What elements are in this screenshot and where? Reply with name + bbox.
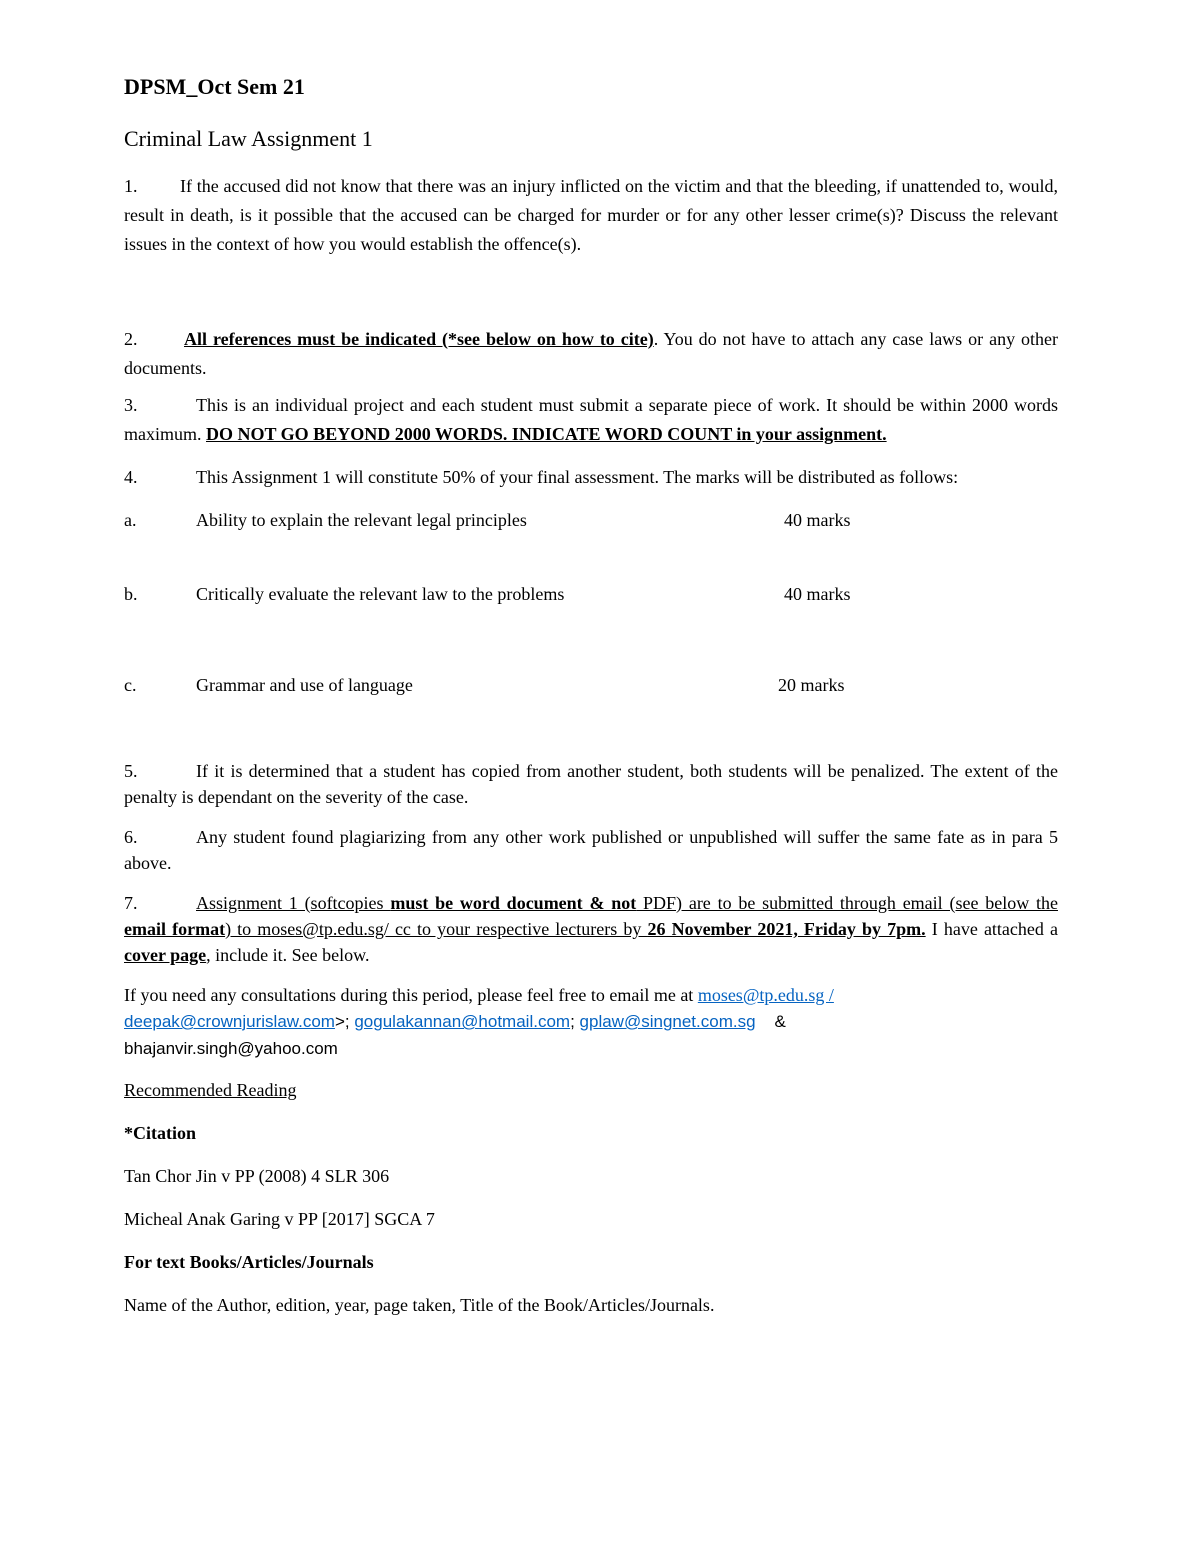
marks-row-b bbox=[124, 580, 1058, 609]
email-link-deepak[interactable]: deepak@crownjurislaw.com bbox=[124, 1012, 335, 1031]
contact-paragraph bbox=[124, 982, 1058, 1062]
question-1-text: If the accused did not know that there was an injury inflicted on the victim and that the bleeding, if unattended to, would, result in death, is it possible that the accused can be charged for murder or for any other lesser crime(s)? Discuss the relevant issues in the context of how you would establish the offence(s). bbox=[124, 176, 1058, 254]
instruction-7-part-g: I have attached a bbox=[925, 919, 1058, 939]
instruction-7-part-a: Assignment 1 (softcopies bbox=[196, 893, 391, 913]
instruction-5-text: If it is determined that a student has copied from another student, both students will be penalized. The extent of the penalty is dependant on the severity of the case. bbox=[124, 761, 1058, 807]
instruction-7-number: 7. bbox=[124, 893, 138, 913]
case-citation-1: Tan Chor Jin v PP (2008) 4 SLR 306 bbox=[124, 1166, 390, 1186]
instruction-7-deadline: 26 November 2021, Friday by 7pm. bbox=[647, 919, 926, 939]
email-link-moses[interactable]: moses@tp.edu.sg / bbox=[697, 985, 834, 1005]
instruction-7-part-c: PDF) are to be submitted through email (see below the bbox=[636, 893, 1058, 913]
instruction-2 bbox=[124, 325, 1058, 383]
email-link-gplaw[interactable]: gplaw@singnet.com.sg bbox=[579, 1012, 756, 1031]
instruction-7-part-d: email format bbox=[124, 919, 226, 939]
books-heading: For text Books/Articles/Journals bbox=[124, 1252, 374, 1272]
instruction-2-bold: All references must be indicated (*see below on how to cite) bbox=[184, 329, 654, 349]
marks-row-b-letter: b. bbox=[124, 584, 138, 604]
instruction-3-text: This is an individual project and each student must submit a separate piece of work. It should be within 2000 words maximum. bbox=[124, 395, 1058, 444]
marks-row-c-letter: c. bbox=[124, 675, 137, 695]
contact-separator-3: & bbox=[755, 1012, 786, 1031]
instruction-2-number: 2. bbox=[124, 329, 138, 349]
question-1-number: 1. bbox=[124, 176, 138, 196]
citation-heading: *Citation bbox=[124, 1123, 196, 1143]
instruction-7-cover-page: cover page bbox=[124, 945, 207, 965]
instruction-3-number: 3. bbox=[124, 395, 138, 415]
books-citation-format: Name of the Author, edition, year, page taken, Title of the Book/Articles/Journals. bbox=[124, 1295, 715, 1315]
contact-separator-2: ; bbox=[570, 1012, 580, 1031]
contact-separator-1: >; bbox=[334, 1012, 355, 1031]
marks-row-a-letter: a. bbox=[124, 510, 137, 530]
recommended-reading-heading: Recommended Reading bbox=[124, 1080, 297, 1100]
instruction-6 bbox=[124, 824, 1058, 876]
document-page bbox=[124, 70, 1058, 1334]
instruction-6-text: Any student found plagiarizing from any other work published or unpublished will suffer the same fate as in para 5 above. bbox=[124, 827, 1058, 873]
email-link-gogulakannan[interactable]: gogulakannan@hotmail.com bbox=[354, 1012, 571, 1031]
instruction-7-part-b: must be word document & not bbox=[390, 893, 637, 913]
instruction-5 bbox=[124, 758, 1058, 810]
marks-row-a bbox=[124, 506, 1058, 535]
instruction-5-number: 5. bbox=[124, 761, 138, 781]
assignment-title: Criminal Law Assignment 1 bbox=[124, 126, 373, 151]
instruction-3-bold: DO NOT GO BEYOND 2000 WORDS. INDICATE WORD COUNT in your assignment. bbox=[206, 424, 887, 444]
email-bhajanvir: bhajanvir.singh@yahoo.com bbox=[124, 1039, 338, 1058]
marks-row-b-desc: Critically evaluate the relevant law to the problems bbox=[196, 584, 565, 604]
instruction-7-part-i: , include it. See below. bbox=[206, 945, 370, 965]
instruction-3 bbox=[124, 391, 1058, 449]
case-citation-2: Micheal Anak Garing v PP [2017] SGCA 7 bbox=[124, 1209, 435, 1229]
course-code: DPSM_Oct Sem 21 bbox=[124, 74, 305, 99]
instruction-7-part-e: ) to moses@tp.edu.sg/ cc to your respective lecturers by bbox=[225, 919, 648, 939]
instruction-4 bbox=[124, 463, 1058, 492]
marks-row-c bbox=[124, 671, 1058, 700]
contact-intro: If you need any consultations during this period, please feel free to email me at bbox=[124, 985, 698, 1005]
instruction-4-number: 4. bbox=[124, 467, 138, 487]
instruction-6-number: 6. bbox=[124, 827, 138, 847]
instruction-4-text: This Assignment 1 will constitute 50% of your final assessment. The marks will be distributed as follows: bbox=[196, 467, 959, 487]
marks-row-b-marks: 40 marks bbox=[784, 584, 851, 604]
marks-row-a-desc: Ability to explain the relevant legal principles bbox=[196, 510, 527, 530]
question-1 bbox=[124, 172, 1058, 259]
marks-row-a-marks: 40 marks bbox=[784, 510, 851, 530]
instruction-7 bbox=[124, 890, 1058, 968]
instruction-2-text: . You do not have to attach any case laws or any other documents. bbox=[124, 329, 1058, 378]
marks-row-c-marks: 20 marks bbox=[778, 675, 845, 695]
marks-row-c-desc: Grammar and use of language bbox=[196, 675, 413, 695]
